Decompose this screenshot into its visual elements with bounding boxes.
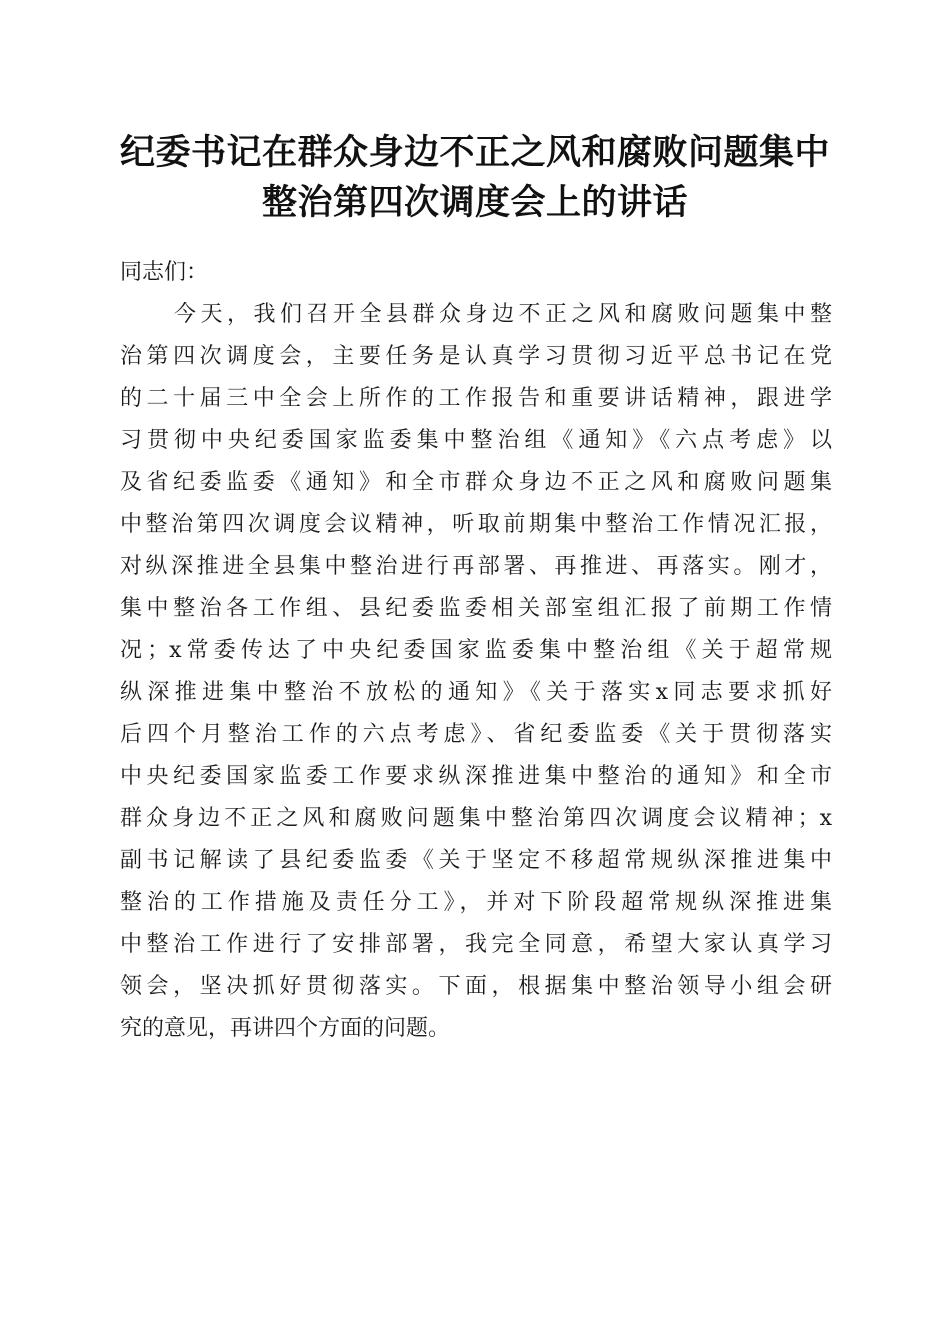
paragraph-line: 领会，坚决抓好贯彻落实。下面，根据集中整治领导小组会研: [120, 974, 832, 999]
paragraph-line: 习贯彻中央纪委国家监委集中整治组《通知》《六点考虑》以: [120, 428, 832, 453]
paragraph-line: 副书记解读了县纪委监委《关于坚定不移超常规纵深推进集中: [120, 848, 832, 873]
paragraph-line: 对纵深推进全县集中整治进行再部署、再推进、再落实。刚才，: [120, 554, 832, 579]
paragraph-line: 况；x常委传达了中央纪委国家监委集中整治组《关于超常规: [120, 638, 832, 663]
paragraph-line: 中央纪委国家监委工作要求纵深推进集中整治的通知》和全市: [120, 764, 832, 789]
paragraph-line: 后四个月整治工作的六点考虑》、省纪委监委《关于贯彻落实: [120, 722, 832, 747]
paragraph-line: 纵深推进集中整治不放松的通知》《关于落实x同志要求抓好: [120, 680, 832, 705]
title-line-2: 整治第四次调度会上的讲话: [261, 182, 688, 223]
title-line-1: 纪委书记在群众身边不正之风和腐败问题集中: [119, 132, 830, 173]
paragraph-line: 的二十届三中全会上所作的工作报告和重要讲话精神，跟进学: [120, 386, 832, 411]
paragraph-line: 及省纪委监委《通知》和全市群众身边不正之风和腐败问题集: [120, 470, 832, 495]
document-body: [120, 252, 832, 1050]
paragraph-line: 究的意见，再讲四个方面的问题。: [120, 1016, 451, 1041]
paragraph-line: 中整治工作进行了安排部署，我完全同意，希望大家认真学习: [120, 932, 832, 957]
paragraph-line: 今天，我们召开全县群众身边不正之风和腐败问题集中整: [174, 302, 832, 327]
document-title: [100, 128, 850, 228]
paragraph-line: 整治的工作措施及责任分工》，并对下阶段超常规纵深推进集: [120, 890, 832, 915]
paragraph-line: 集中整治各工作组、县纪委监委相关部室组汇报了前期工作情: [120, 596, 832, 621]
paragraph-line: 中整治第四次调度会议精神，听取前期集中整治工作情况汇报，: [120, 512, 832, 537]
salutation: 同志们：: [120, 260, 209, 285]
body-paragraph: [120, 294, 832, 1050]
paragraph-line: 群众身边不正之风和腐败问题集中整治第四次调度会议精神；x: [120, 806, 832, 831]
paragraph-line: 治第四次调度会，主要任务是认真学习贯彻习近平总书记在党: [120, 344, 832, 369]
